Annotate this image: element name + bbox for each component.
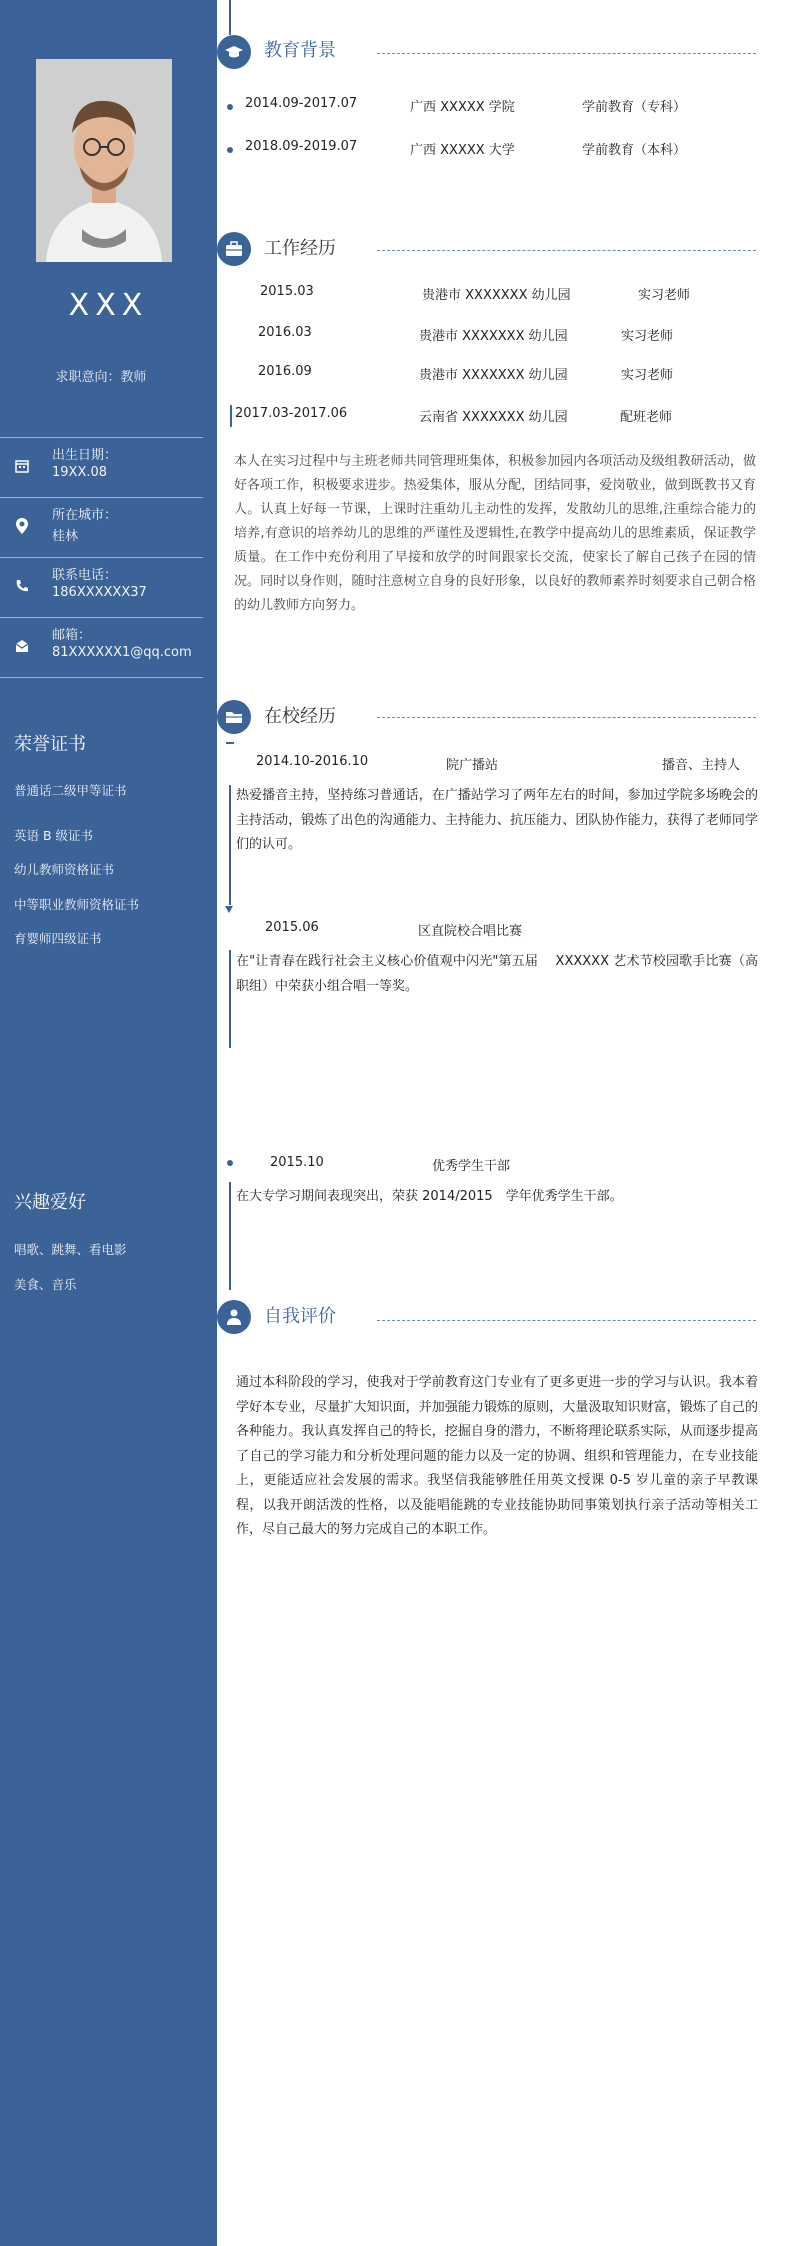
self-eval-divider (377, 1320, 756, 1321)
timeline-line (229, 0, 231, 35)
honors-heading: 荣誉证书 (14, 734, 86, 755)
timeline-bar (229, 785, 231, 905)
self-eval-section-icon (217, 1300, 251, 1334)
work-role: 实习老师 (621, 329, 674, 344)
profile-photo (36, 59, 172, 262)
city-label: 所在城市： (52, 508, 118, 523)
work-role: 配班老师 (620, 410, 673, 425)
campus-org: 区直院校合唱比赛 (418, 924, 523, 939)
work-section-icon (217, 232, 251, 266)
work-title: 工作经历 (264, 238, 336, 259)
honor-item: 英语 B 级证书 (14, 828, 94, 843)
education-title: 教育背景 (264, 40, 336, 61)
timeline-arrow (225, 906, 233, 913)
work-org: 云南省 XXXXXXX 幼儿园 (419, 410, 568, 425)
birth-date-label: 出生日期： (52, 448, 118, 463)
work-period: 2017.03-2017.06 (235, 406, 348, 421)
timeline-bar (229, 950, 231, 1048)
education-section-icon (217, 35, 251, 69)
phone-block (0, 557, 203, 612)
birth-date-block (0, 437, 203, 492)
city-value: 桂林 (52, 529, 79, 544)
candidate-name: XXX (68, 288, 149, 323)
campus-description: 热爱播音主持，坚持练习普通话，在广播站学习了两年左右的时间，参加过学院多场晚会的主持活动，锻炼了出色的沟通能力、主持能力、抗压能力、团队协作能力，获得了老师同学们的认可。 (236, 788, 758, 852)
timeline-dot (227, 104, 233, 110)
edu-degree: 学前教育（本科） (582, 143, 687, 158)
briefcase-icon (224, 239, 244, 259)
work-org: 贵港市 XXXXXXX 幼儿园 (422, 288, 571, 303)
education-divider (377, 53, 756, 54)
work-description: 本人在实习过程中与主班老师共同管理班集体，积极参加园内各项活动及级组教研活动，做好各项工作，积极要求进步。热爱集体，服从分配，团结同事，爱岗敬业，做到既教书又育人。认真上好每一节课，上课时注重幼儿主动性的发挥，发散幼儿的思维,注重综合能力的培养,有意识的培养幼儿的思维的严谨性及逻辑性,在教学中提高幼儿的思维素质，保证教学质量。在工作中充份利用了早接和放学的时间跟家长交流，使家长了解自己孩子在园的情况。同时以身作则，随时注意树立自身的良好形象，以良好的教师素养时刻要求自己朝合格的幼儿教师方向努力。 (234, 454, 756, 613)
campus-description: 在"让青春在践行社会主义核心价值观中闪光"第五届 XXXXXX 艺术节校园歌手比赛（高职组）中荣获小组合唱一等奖。 (236, 954, 758, 994)
honor-item: 普通话二级甲等证书 (14, 783, 127, 798)
self-eval-text: 通过本科阶段的学习，使我对于学前教育这门专业有了更多更进一步的学习与认识。我本着学好本专业，尽量扩大知识面，并加强能力锻炼的原则，大量汲取知识财富，锻炼了自己的各种能力。我认真发挥自己的特长，挖掘自身的潜力，不断将理论联系实际，从而逐步提高了自己的学习能力和分析处理问题的能力以及一定的协调、组织和管理能力，在专业技能上，更能适应社会发展的需求。我坚信我能够胜任用英文授课 0-5 岁儿童的亲子早教课程，以我开朗活泼的性格，以及能唱能跳的专业技能协助同事策划执行亲子活动等相关工作，尽自己最大的努力完成自己的本职工作。 (236, 1375, 758, 1537)
email-value[interactable]: 81XXXXXX1@qq.com (52, 645, 192, 660)
calendar-icon (12, 456, 32, 476)
work-period: 2016.03 (258, 325, 312, 340)
work-org: 贵港市 XXXXXXX 幼儿园 (419, 368, 568, 383)
campus-title: 在校经历 (264, 706, 336, 727)
city-block (0, 497, 203, 552)
location-pin-icon (12, 516, 32, 536)
timeline-bar (229, 1182, 231, 1290)
phone-icon (12, 576, 32, 596)
edu-degree: 学前教育（专科） (582, 100, 687, 115)
work-org: 贵港市 XXXXXXX 幼儿园 (419, 329, 568, 344)
campus-period: 2015.10 (270, 1155, 324, 1170)
info-divider (0, 677, 203, 678)
birth-date-value: 19XX.08 (52, 465, 108, 480)
phone-label: 联系电话： (52, 568, 118, 583)
campus-divider (377, 717, 756, 718)
work-role: 实习老师 (638, 288, 691, 303)
email-block (0, 617, 203, 672)
graduation-cap-icon (224, 42, 244, 62)
envelope-icon (12, 636, 32, 656)
sidebar (0, 0, 217, 2246)
honor-item: 幼儿教师资格证书 (14, 862, 115, 877)
phone-value: 186XXXXXX37 (52, 585, 147, 600)
job-objective: 求职意向：教师 (55, 370, 147, 385)
hobby-item: 美食、音乐 (14, 1277, 77, 1292)
work-period: 2015.03 (260, 284, 314, 299)
work-divider (377, 250, 756, 251)
campus-section-icon (217, 700, 251, 734)
honor-item: 中等职业教师资格证书 (14, 897, 140, 912)
edu-period: 2014.09-2017.07 (245, 96, 358, 111)
work-period: 2016.09 (258, 364, 312, 379)
work-role: 实习老师 (621, 368, 674, 383)
honor-item: 育婴师四级证书 (14, 931, 102, 946)
hobby-item: 唱歌、跳舞、看电影 (14, 1242, 127, 1257)
timeline-dot (227, 147, 233, 153)
campus-org: 院广播站 (446, 758, 499, 773)
edu-school: 广西 XXXXX 学院 (410, 100, 515, 115)
campus-description: 在大专学习期间表现突出，荣获 2014/2015 学年优秀学生干部。 (236, 1189, 623, 1204)
timeline-tick (226, 742, 234, 744)
email-label: 邮箱： (52, 628, 92, 643)
campus-period: 2015.06 (265, 920, 319, 935)
folder-icon (224, 707, 244, 727)
timeline-bar (230, 405, 232, 427)
self-eval-title: 自我评价 (264, 1306, 336, 1327)
campus-role: 播音、主持人 (662, 758, 741, 773)
edu-school: 广西 XXXXX 大学 (410, 143, 515, 158)
edu-period: 2018.09-2019.07 (245, 139, 358, 154)
campus-period: 2014.10-2016.10 (256, 754, 369, 769)
person-icon (224, 1307, 244, 1327)
hobbies-heading: 兴趣爱好 (14, 1192, 86, 1213)
timeline-dot (227, 1160, 233, 1166)
campus-org: 优秀学生干部 (432, 1159, 511, 1174)
